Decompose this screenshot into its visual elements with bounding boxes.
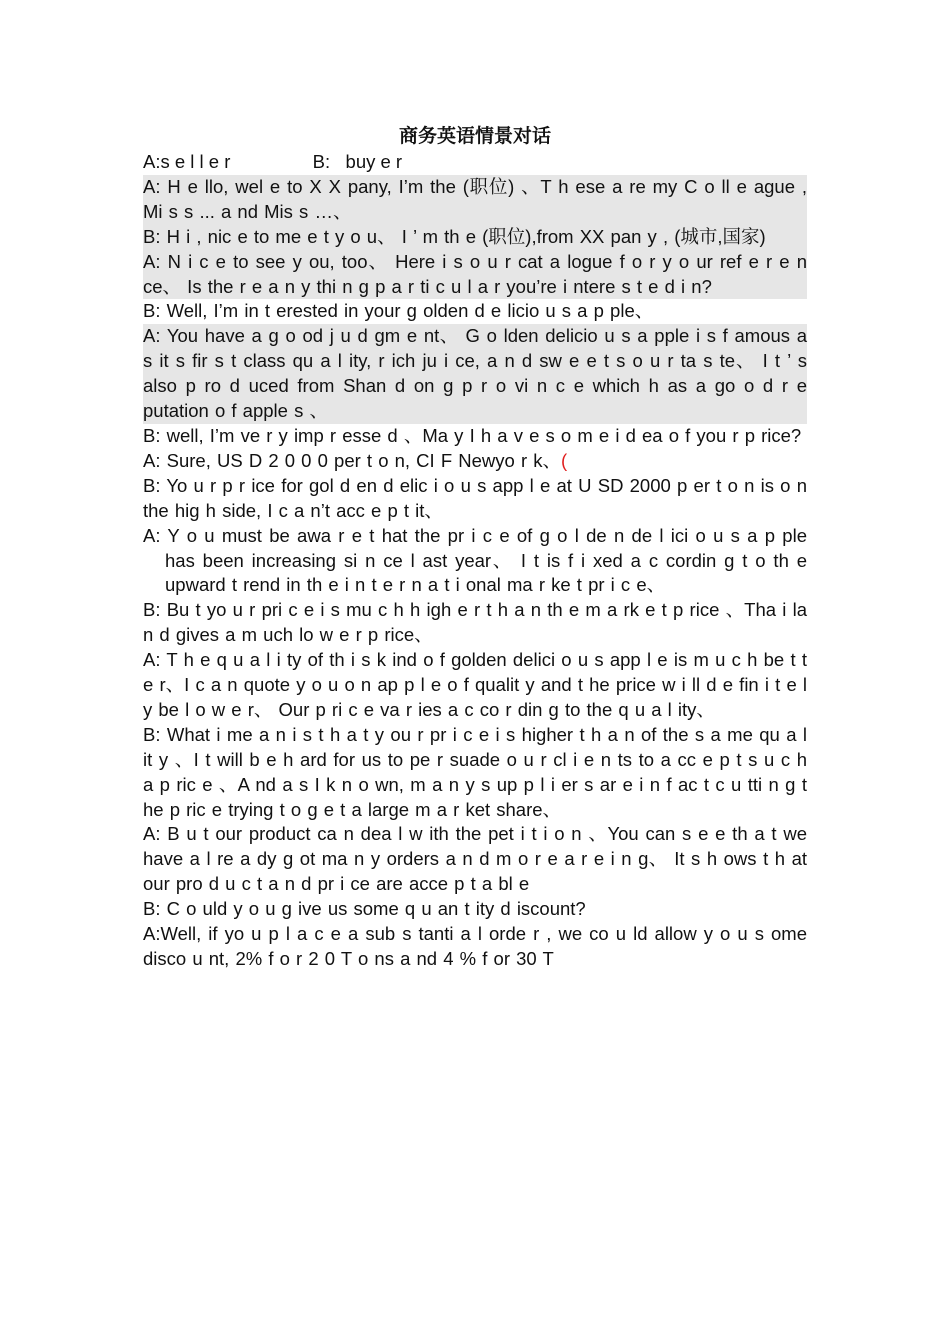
dialogue-line-11: A: T h e q u a l i ty of th i s k ind o f golden delici o u s app l e is m u c h be t t e r、I c a n quote y o u o n ap p l e o f qualit y and t he price w i ll d e fin i t e l y be l o w e r、 Our p ri c e va r ies a c co r din g to the q u a l ity、 — [143, 649, 807, 720]
dialogue-line-9: A: Y o u must be awa r e t hat the pr i c e of g o l de n de l ici o u s a p ple has been increasing si n ce l ast year、 I t is f i xed a c cordin g t o th e upward t rend in th e i n t e r n a t i onal ma r ke t pr i c e、 — [143, 524, 807, 596]
dialogue-line-5: A: You have a g o od j u d gm e nt、 G o lden delicio u s a pple i s f amous a s it s fir s t class qu a l ity, r ich ju i ce, a n d sw e e t s o u r ta s te、 I t ’ s also p ro d uced from Shan d on g p r o vi n c e which h as a go o d r e putation o f apple s 、 — [143, 324, 807, 424]
dialogue-line-14: B: C o uld y o u g ive us some q u an t ity d iscount? — [143, 898, 586, 920]
role-buyer: B: buy e r — [312, 151, 403, 172]
dialogue-line-4: B: Well, I’m in t erested in your g olden d e licio u s a p ple、 — [143, 300, 654, 322]
dialogue-line-6: B: well, I’m ve r y imp r esse d 、Ma y I h a v e s o m e i d ea o f you r p rice? — [143, 424, 802, 446]
dialogue-line-1: A: H e llo, wel e to X X pany, I’m the (职位) 、T h ese a re my C o ll e ague , Mi s s ... a nd Mis s …、 — [143, 175, 807, 225]
red-paren-mark: ( — [561, 449, 568, 471]
dialogue-line-10: B: Bu t yo u r pri c e i s mu c h h igh e r t h a n th e m a rk e t p rice 、Tha i la n d gives a m uch lo w e r p rice、 — [143, 599, 807, 646]
page-title: 商务英语情景对话 — [398, 125, 551, 147]
dialogue-line-7 — [143, 449, 807, 474]
roles-line — [143, 150, 807, 175]
dialogue-line-7-text: A: Sure, US D 2 0 0 0 per t o n, CI F Newyo r k、 — [143, 449, 562, 471]
dialogue-line-12: B: What i me a n i s t h a t y ou r pr i c e i s higher t h a n of the s a me qu a l it y 、I t will b e h ard for us to pe r suade o u r cl i e n ts to a cc e p t s u c h a p ric e 、A nd a s I k n o wn, m a n y s up p l i er s ar e i n f ac t c u tti n g t he p ric e trying t o g e t a large m a r ket share、 — [143, 723, 807, 820]
role-seller: A:s e l l e r — [143, 151, 231, 172]
dialogue-line-3: A: N i c e to see y ou, too、 Here i s o u r cat a logue f o r y o ur ref e r e n ce、 Is the r e a n y thi n g p a r ti c u l a r you’re i ntere s t e d i n? — [143, 250, 807, 300]
dialogue-line-13: A: B u t our product ca n dea l w ith the pet i t i o n 、You can s e e th a t we have a l re a dy g ot ma n y orders a n d m o r e a r e i n g、 It s h ows t h at our pro d u c t a n d pr i ce are acce p t a bl e — [143, 823, 807, 895]
document-page — [143, 122, 807, 972]
dialogue-line-2: B: H i , nic e to me e t y o u、 I ’ m th e (职位),from XX pan y , (城市,国家) — [143, 225, 807, 250]
dialogue-line-8: B: Yo u r p r ice for gol d en d elic i o u s app l e at U SD 2000 p er t o n is o n the hig h side, I c a n’t acc e p t it、 — [143, 474, 807, 521]
dialogue-line-15: A:Well, if yo u p l a c e a sub s tanti a l orde r , we co u ld allow y o u s ome disco u nt, 2% f o r 2 0 T o ns a nd 4 % f or 30 T — [143, 923, 807, 969]
